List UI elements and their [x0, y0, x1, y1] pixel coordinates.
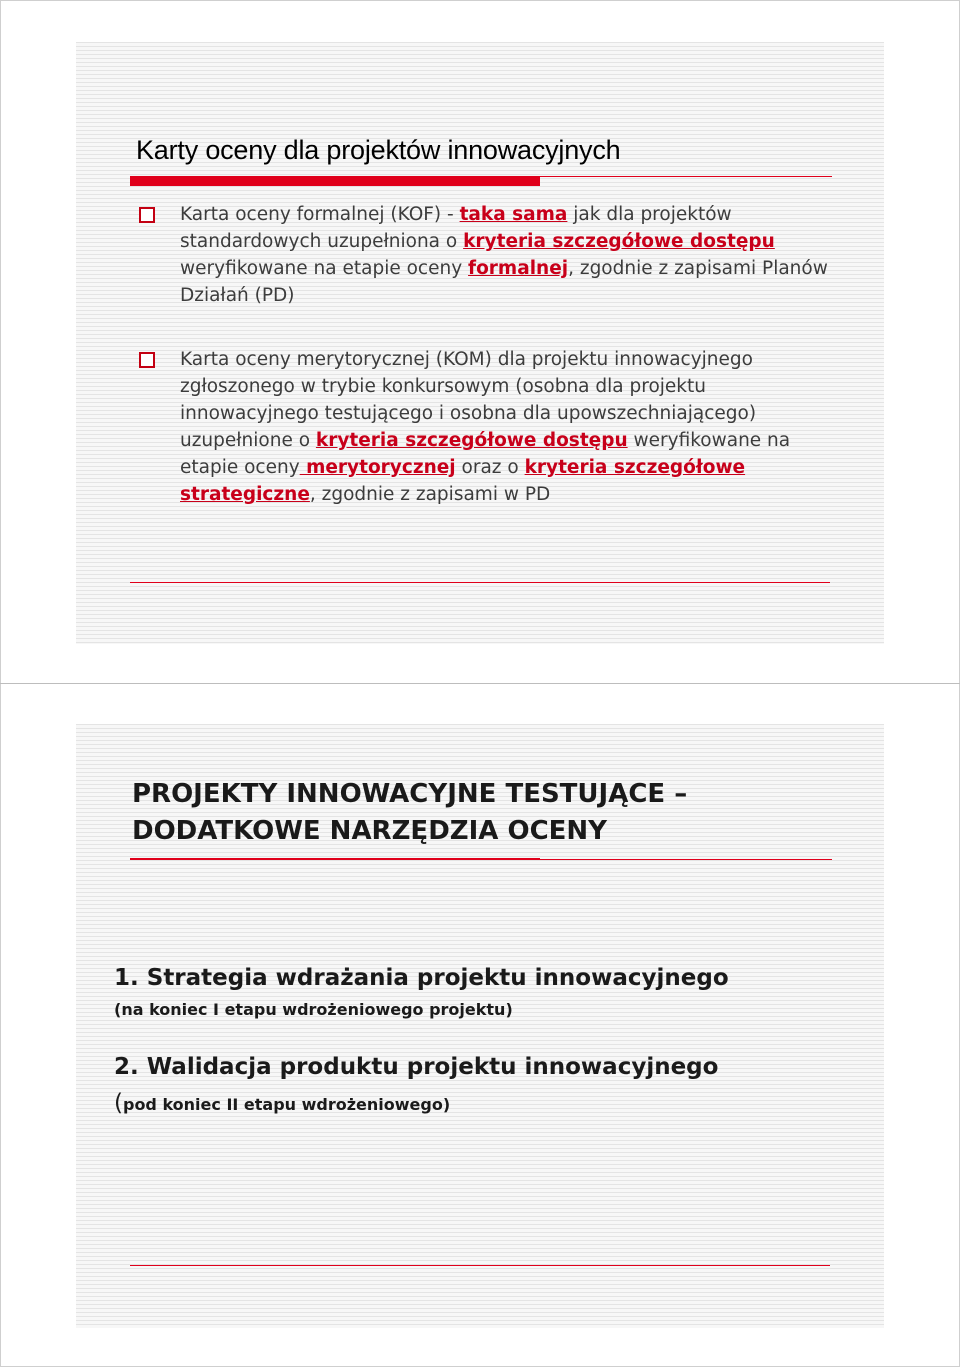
checkbox-bullet-icon — [139, 207, 155, 223]
item-1-subtitle: (na koniec I etapu wdrożeniowego projektu) — [114, 1000, 513, 1019]
item-1-title: 1. Strategia wdrażania projektu innowacyjnego — [114, 965, 729, 991]
bullet-kof — [180, 201, 840, 309]
item-2-title: 2. Walidacja produktu projektu innowacyjnego — [114, 1054, 719, 1080]
title-underline-thick — [130, 177, 540, 186]
bullet-kom — [180, 346, 840, 508]
slide-2 — [76, 724, 884, 1328]
checkbox-bullet-icon — [139, 352, 155, 368]
item-2-subtitle: (pod koniec II etapu wdrożeniowego) — [114, 1090, 451, 1116]
title-underline-thin — [130, 176, 832, 177]
page-divider — [0, 683, 960, 684]
slide-1-title: Karty oceny dla projektów innowacyjnych — [136, 135, 621, 165]
slide-2-title: PROJEKTY INNOWACYJNE TESTUJĄCE – DODATKOWE NARZĘDZIA OCENY — [132, 779, 688, 846]
slide-1 — [76, 42, 884, 644]
title-underline-thin — [130, 859, 832, 860]
bullet-text: Karta oceny formalnej (KOF) - taka sama jak dla projektów standardowych uzupełniona o kryteria szczegółowe dostępu weryfikowane na etapie oceny formalnej, zgodnie z zapisami Planów Działań (PD) — [180, 204, 828, 306]
bullet-text: Karta oceny merytorycznej (KOM) dla projektu innowacyjnego zgłoszonego w trybie konkursowym (osobna dla projektu innowacyjnego testującego i osobna dla upowszechniającego) uzupełnione o kryteria szczegółowe dostępu weryfikowane na etapie oceny merytorycznej oraz o kryteria szczegółowe strategiczne, zgodnie z zapisami w PD — [180, 349, 791, 505]
bottom-rule — [130, 1265, 830, 1266]
bottom-rule — [130, 582, 830, 583]
